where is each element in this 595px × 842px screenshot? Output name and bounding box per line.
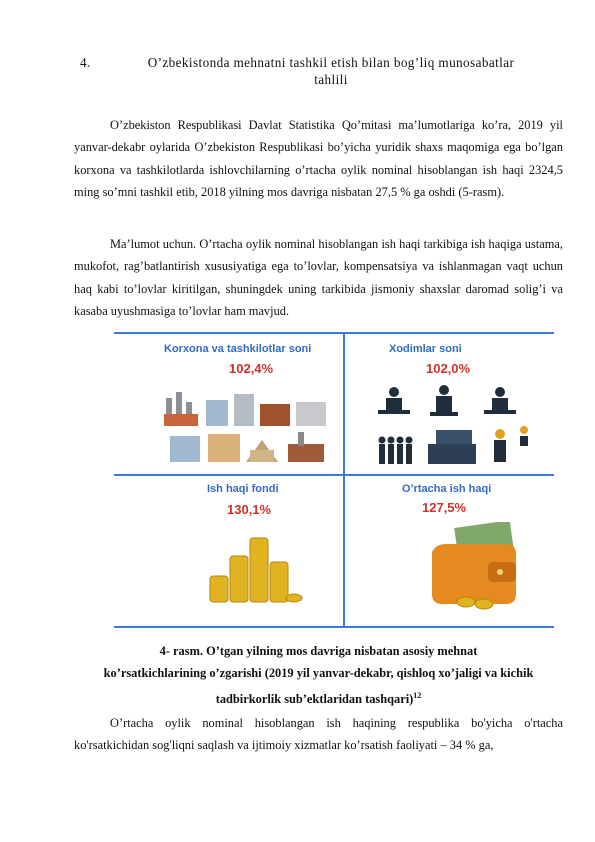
caption-line3-wrap	[74, 685, 563, 710]
caption-line2: ko’rsatkichlarining o’zgarishi (2019 yil yanvar-dekabr, qishloq xo’jaligi va kichik	[103, 666, 534, 681]
panel-title-average-wage: O’rtacha ish haqi	[402, 483, 492, 495]
figure-top-border	[114, 332, 554, 334]
paragraph-3: O’rtacha oylik nominal hisoblangan ish haqining respublika bo'yicha o'rtacha ko'rsatkichidan sog'liqni saqlash va ijtimoiy xizmatlar ko’rsatish faoliyati – 34 % ga,	[74, 716, 563, 753]
figure-vertical-divider	[343, 332, 345, 628]
panel-title-enterprises: Korxona va tashkilotlar soni	[164, 343, 312, 355]
caption-line3: tadbirkorlik sub’ektlaridan tashqari)	[215, 691, 414, 706]
figure-horizontal-divider	[114, 474, 554, 476]
panel-title-wage-fund: Ish haqi fondi	[207, 483, 279, 495]
paragraph-2: Ma’lumot uchun. O’rtacha oylik nominal hisoblangan ish haqi tarkibiga ish haqiga ustama, mukofot, rag’batlantirish xususiyatiga ega to’lovlar, kompensatsiya va ishlanmagan vaqt uchun haq kabi to’lovlar kiritilgan, shuningdek uning tarkibida jismoniy shaxslar daromad solig’i va kasaba uyushmasiga to’lovlar ham mavjud.	[74, 237, 563, 318]
panel-value-average-wage: 127,5%	[422, 500, 467, 515]
caption-line1: 4- rasm. O’tgan yilning mos davriga nisbatan asosiy mehnat	[159, 644, 478, 658]
factory-buildings-icon	[164, 384, 329, 466]
coin-stacks-icon	[204, 526, 304, 606]
panel-value-wage-fund: 130,1%	[227, 502, 272, 517]
section-title-line1: O’zbekistonda mehnatni tashkil etish bilan bog’liq munosabatlar	[147, 55, 515, 70]
paragraph-1: O’zbekiston Respublikasi Davlat Statistika Qo’mitasi ma’lumotlariga ko’ra, 2019 yil yanvar-dekabr oylarida O’zbekiston Respublikasi bo’yicha yuridik shaxs maqomiga ega bo’lgan korxona va tashkilotlarda ishlovchilarning o’rtacha oylik nominal hisoblangan ish haqi 2324,5 ming so’mni tashkil etib, 2018 yilning mos davriga nisbatan 27,5 % ga oshdi (5-rasm).	[74, 118, 563, 199]
panel-value-enterprises: 102,4%	[229, 361, 274, 376]
wallet-icon	[426, 522, 526, 610]
workers-icon	[372, 384, 540, 468]
panel-value-employees: 102,0%	[426, 361, 471, 376]
section-title-line2: tahlili	[314, 72, 348, 87]
section-number: 4.	[80, 55, 91, 70]
figure-caption	[74, 640, 563, 710]
infographic-figure	[114, 332, 554, 628]
footnote-marker: 12	[413, 690, 422, 700]
panel-title-employees: Xodimlar soni	[389, 343, 462, 355]
figure-bottom-border	[114, 626, 554, 628]
section-heading	[80, 54, 562, 88]
